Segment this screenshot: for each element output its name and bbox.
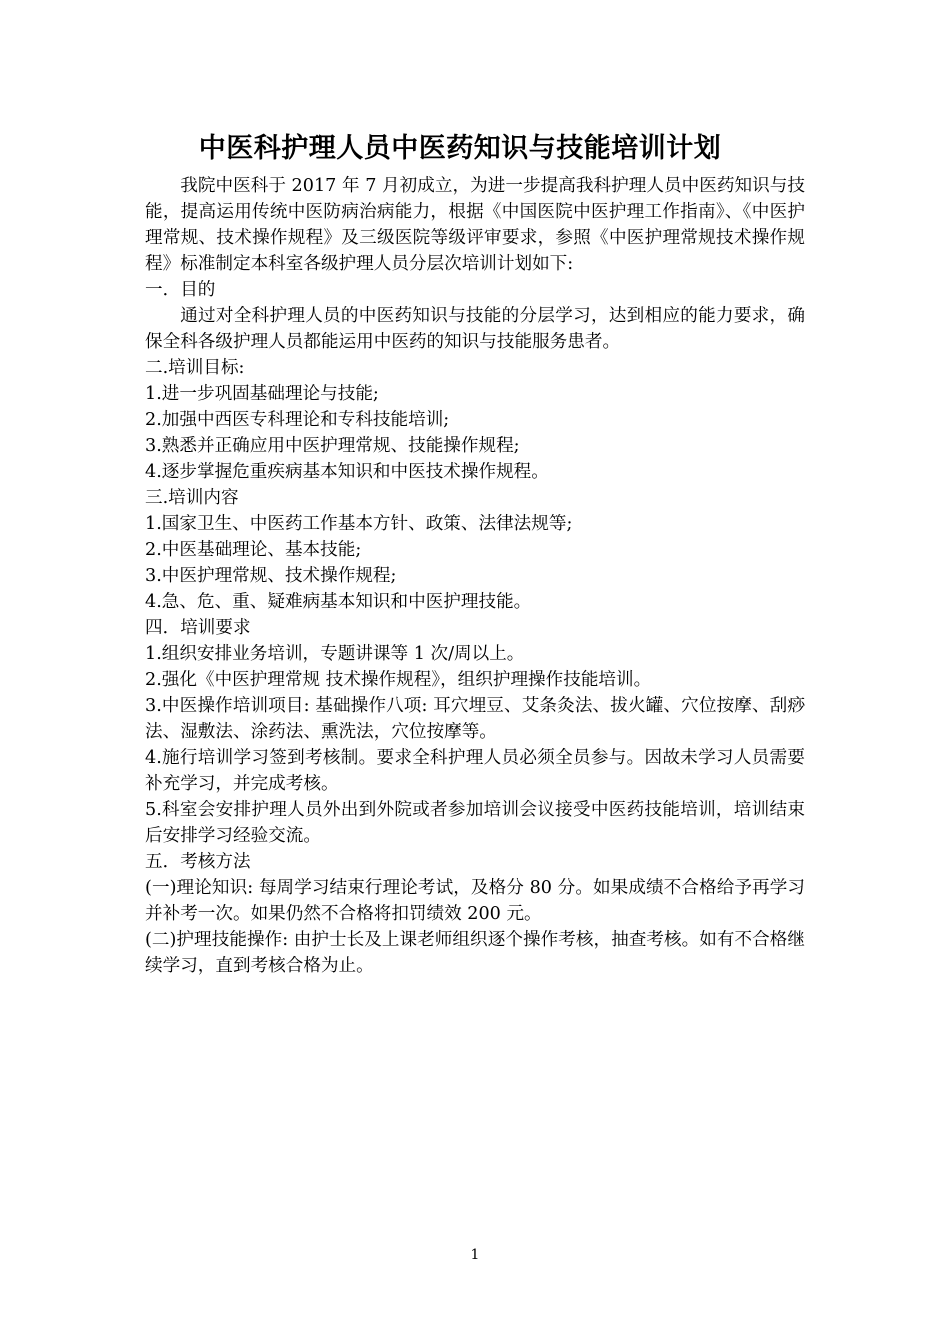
list-item: 1.国家卫生、中医药工作基本方针、政策、法律法规等; xyxy=(145,514,573,534)
list-item: 2.加强中西医专科理论和专科技能培训; xyxy=(145,410,450,430)
list-item: (一)理论知识: 每周学习结束行理论考试，及格分 80 分。如果成绩不合格给予再学习并补考一次。如果仍然不合格将扣罚绩效 200 元。 xyxy=(145,878,805,924)
section-2-heading: 二.培训目标: xyxy=(145,358,245,378)
intro-paragraph: 我院中医科于 2017 年 7 月初成立，为进一步提高我科护理人员中医药知识与技能，提高运用传统中医防病治病能力，根据《中国医院中医护理工作指南》、《中医护理常规、技术操作规程》及三级医院等级评审要求，参照《中医护理常规技术操作规程》标准制定本科室各级护理人员分层次培训计划如下: xyxy=(145,176,805,274)
list-item: 2.强化《中医护理常规 技术操作规程》，组织护理操作技能培训。 xyxy=(145,670,652,690)
list-item: 3.中医操作培训项目: 基础操作八项: 耳穴埋豆、艾条灸法、拔火罐、穴位按摩、刮痧法、湿敷法、涂药法、熏洗法，穴位按摩等。 xyxy=(145,696,805,742)
section-1-heading: 一．目的 xyxy=(145,280,216,300)
list-item: 2.中医基础理论、基本技能; xyxy=(145,540,362,560)
list-item: 4.施行培训学习签到考核制。要求全科护理人员必须全员参与。因故未学习人员需要补充学习，并完成考核。 xyxy=(145,748,805,794)
section-5-heading: 五．考核方法 xyxy=(145,852,251,872)
document-title: 中医科护理人员中医药知识与技能培训计划 xyxy=(198,133,722,164)
list-item: 1.组织安排业务培训，专题讲课等 1 次/周以上。 xyxy=(145,644,525,664)
document-body xyxy=(145,173,805,979)
section-1-body: 通过对全科护理人员的中医药知识与技能的分层学习，达到相应的能力要求，确保全科各级护理人员都能运用中医药的知识与技能服务患者。 xyxy=(145,306,805,352)
list-item: 1.进一步巩固基础理论与技能; xyxy=(145,384,379,404)
list-item: (二)护理技能操作: 由护士长及上课老师组织逐个操作考核，抽查考核。如有不合格继续学习，直到考核合格为止。 xyxy=(145,930,805,976)
section-4-heading: 四．培训要求 xyxy=(145,618,251,638)
list-item: 3.熟悉并正确应用中医护理常规、技能操作规程; xyxy=(145,436,520,456)
list-item: 4.逐步掌握危重疾病基本知识和中医技术操作规程。 xyxy=(145,462,549,482)
list-item: 3.中医护理常规、技术操作规程; xyxy=(145,566,397,586)
list-item: 5.科室会安排护理人员外出到外院或者参加培训会议接受中医药技能培训，培训结束后安排学习经验交流。 xyxy=(145,800,805,846)
list-item: 4.急、危、重、疑难病基本知识和中医护理技能。 xyxy=(145,592,532,612)
section-3-heading: 三.培训内容 xyxy=(145,488,239,508)
page-number: 1 xyxy=(470,1247,480,1263)
